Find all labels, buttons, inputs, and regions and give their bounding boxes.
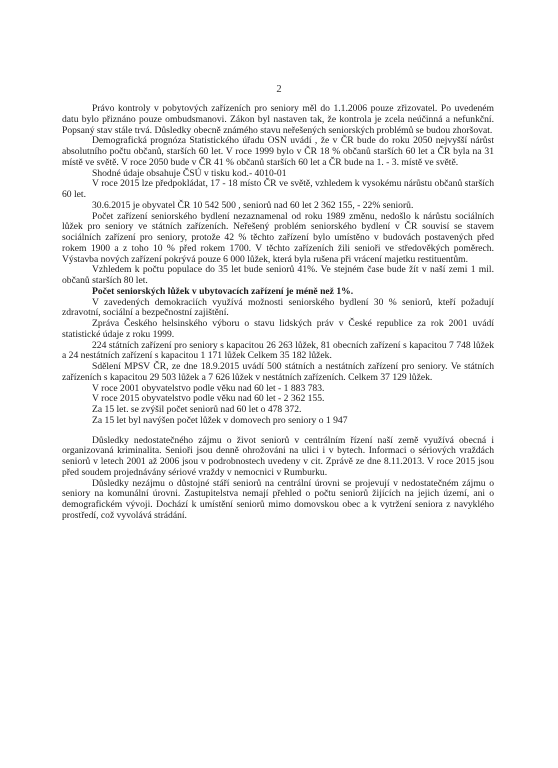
paragraph-un-prognosis: Demografická prognóza Statistického úřadu OSN uvádí , že v ČR bude do roku 2050 nejvyšší nárůst absolutního počtu občanů, starších 60 let. V roce 1999 bylo v ČR 18 % občanů starších 60 let a ČR byla na 31 místě ve světě. V roce 2050 bude v ČR 41 % občanů starších 60 let a ČR bude na 1. - 3. místě ve světě. [62,135,494,168]
paragraph-2015-forecast: V roce 2015 lze předpokládat, 17 - 18 místo ČR ve světě, vzhledem k vysokému nárůstu občanů starších 60 let. [62,178,494,200]
paragraph-facility-capacity: 224 státních zařízení pro seniory s kapacitou 26 263 lůžek, 81 obecních zařízení s kapacitou 7 748 lůžek a 24 nestátních zařízení s kapacitou 1 171 lůžek Celkem 35 182 lůžek. [62,339,494,362]
line-bed-increase: Za 15 let byl navýšen počet lůžek v domovech pro seniory o 1 947 [92,414,348,426]
paragraph-population-outlook: Vzhledem k počtu populace do 35 let bude seniorů 41%. Ve stejném čase bude žít v naší zemi 1 mil. občanů starších 80 let. [62,264,494,286]
paragraph-crime: Důsledky nedostatečného zájmu o život seniorů v centrálním řízení naší země využívá obecná i organizovaná kriminalita. Senioři jsou denně ohrožováni na ulici i v bytech. Informaci o sériových vraždách seniorů v letech 2001 až 2006 jsou v podrobnostech uvedeny v cit. Zprávě ze dne 8.11.2013. V roce 2015 jsou před soudem projednávány sériové vraždy v nemocnici v Rumburku. [62,434,494,478]
paragraph-democracies: V zavedených demokraciích využívá možnosti seniorského bydlení 30 % seniorů, kteří požadují zdravotní, sociální a bezpečnostní zajištění. [62,296,494,319]
paragraph-beds-heading: Počet seniorských lůžek v ubytovacích zařízení je méně než 1%. [92,285,354,297]
paragraph-inspection-rights: Právo kontroly v pobytových zařízeních pro seniory měl do 1.1.2006 pouze zřizovatel. Po uvedeném datu bylo přiznáno pouze ombudsmanovi. Zákon byl nastaven tak, že kontrola je zcela neúčinná a nefunkční. Popsaný stav stále trvá. Důsledky obecně známého stavu neřešených seniorských problémů se budou zhoršovat. [62,103,494,136]
line-population-2015: V roce 2015 obyvatelstvo podle věku nad 60 let - 2 362 155. [92,393,325,405]
line-senior-increase: Za 15 let. se zvýšil počet seniorů nad 60 let o 478 372. [92,404,302,415]
document-body [62,104,494,522]
line-population-2001: V roce 2001 obyvatelstvo podle věku nad 60 let - 1 883 783. [92,382,325,394]
paragraph-municipal-level: Důsledky nezájmu o důstojné stáří seniorů na centrální úrovni se projevují v nedostatečném zájmu o seniory na komunální úrovni. Zastupitelstva nemají přehled o počtu seniorů žijících na jejich území, ani o demografickém vývoji. Dochází k umístění seniorů mimo domovskou obec a k vytržení seniora z navyklého prostředí, což vyvolává strádání. [62,477,494,521]
page-number: 2 [276,84,282,95]
paragraph-helsinki-report: Zpráva Českého helsinského výboru o stavu lidských práv v České republice za rok 2001 uvádí statistické údaje z roku 1999. [62,318,494,340]
paragraph-population-2015: 30.6.2015 je obyvatel ČR 10 542 500 , seniorů nad 60 let 2 362 155, - 22% seniorů. [92,199,414,211]
paragraph-housing-facilities: Počet zařízení seniorského bydlení nezaznamenal od roku 1989 změnu, nedošlo k nárůstu sociálních lůžek pro seniory ve státních zařízeních. Neřešený problém seniorského bydlení v ČR souvisí se stavem sociálních zařízení pro seniory, protože 42 % těchto zařízení bylo umístěno v budovách postavených před rokem 1900 a z toho 10 % před rokem 1700. V těchto zařízeních žili senioři ve středověkých poměrech. Výstavba nových zařízení pokrývá pouze 6 000 lůžek, která byla rušena při vrácení majetku restituentům. [62,210,494,265]
paragraph-csu-data: Shodné údaje obsahuje ČSÚ v tisku kod.- 4010-01 [92,167,287,179]
paragraph-mpsv-statement: Sdělení MPSV ČR, ze dne 18.9.2015 uvádí 500 státních a nestátních zařízení pro seniory. Ve státních zařízeních s kapacitou 29 503 lůžek a 7 626 lůžek v nestátních zařízeních. Celkem 37 129 lůžek. [62,361,494,383]
